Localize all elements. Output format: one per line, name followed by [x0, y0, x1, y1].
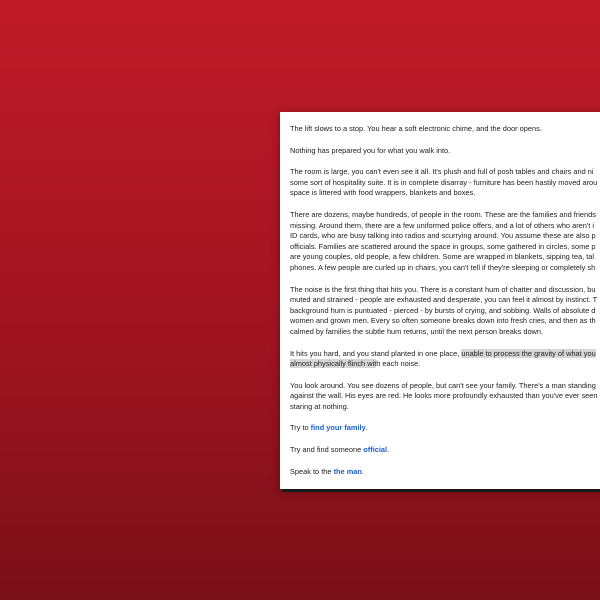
- text-line: staring at nothing.: [290, 401, 349, 411]
- choice-suffix: .: [387, 445, 390, 455]
- paragraph-impact: [290, 349, 600, 370]
- text-line: women and grown men. Every so often someone breaks down into fresh cries, and then as th: [290, 316, 596, 326]
- text-plain: h each noise.: [376, 359, 421, 369]
- text-line: muted and strained - people are exhausted and desperate, you can feel it almost by instinct. T: [290, 295, 598, 305]
- paragraph-arrival: The lift slows to a stop. You hear a soft electronic chime, and the door opens.: [290, 124, 542, 133]
- text-line: [290, 349, 600, 360]
- paragraph-people: [290, 210, 600, 274]
- choice-speak-man: [290, 467, 600, 478]
- text-line: space is littered with food wrappers, blankets and boxes.: [290, 188, 476, 198]
- choice-find-official: [290, 445, 600, 456]
- text-line: The room is large, you can't even see it all. It's plush and full of posh tables and chairs and ni: [290, 167, 594, 177]
- find-official-link[interactable]: official: [363, 445, 388, 455]
- find-family-link[interactable]: find your family: [310, 423, 366, 433]
- story-panel: [280, 112, 600, 489]
- choice-prefix: Speak to the: [290, 466, 334, 476]
- choice-suffix: .: [361, 466, 364, 476]
- choice-suffix: .: [365, 423, 368, 433]
- choice-prefix: Try to: [290, 423, 311, 433]
- text-line: are young couples, old people, a few children. Some are wrapped in blankets, sipping tea, tal: [290, 252, 595, 262]
- text-line: some sort of hospitality suite. It is in complete disarray - furniture has been hastily moved arou: [290, 177, 598, 187]
- choice-prefix: Try and find someone: [290, 445, 364, 455]
- choice-find-family: [290, 423, 600, 434]
- paragraph-noise: [290, 285, 600, 338]
- paragraph-look-around: [290, 381, 600, 413]
- text-line: against the wall. His eyes are red. He looks more profoundly exhausted than you've ever seen: [290, 391, 598, 401]
- paragraph-room: [290, 167, 600, 199]
- text-plain: It hits you hard, and you stand planted in one place,: [290, 348, 462, 358]
- text-line: There are dozens, maybe hundreds, of people in the room. These are the families and friends: [290, 209, 596, 219]
- paragraph-unprepared: Nothing has prepared you for what you walk into.: [290, 145, 451, 155]
- text-line: The noise is the first thing that hits you. There is a constant hum of chatter and discussion, bu: [290, 284, 596, 294]
- speak-to-man-link[interactable]: the man: [333, 466, 362, 476]
- text-line: phones. A few people are curled up in chairs, you can't tell if they're sleeping or completely sh: [290, 262, 596, 272]
- text-line: [290, 359, 600, 370]
- text-line: You look around. You see dozens of people, but can't see your family. There's a man standing: [290, 380, 596, 390]
- story-passage: [290, 124, 600, 477]
- text-selection-highlight: unable to process the gravity of what you: [461, 348, 596, 358]
- text-line: officials. Families are scattered around the space in groups, some gathered in circles, some p: [290, 241, 596, 251]
- text-line: calmed by families the subtle hum returns, until the next person breaks down.: [290, 326, 544, 336]
- text-line: missing. Around them, there are a few uniformed police offers, and a lot of others who aren't i: [290, 220, 595, 230]
- text-line: ID cards, who are busy talking into radios and scurrying around. You assume these are also p: [290, 231, 596, 241]
- text-selection-highlight: almost physically flinch wit: [290, 359, 377, 369]
- text-line: background hum is puntuated - pierced - by bursts of crying, and sobbing. Walls of absolute d: [290, 305, 596, 315]
